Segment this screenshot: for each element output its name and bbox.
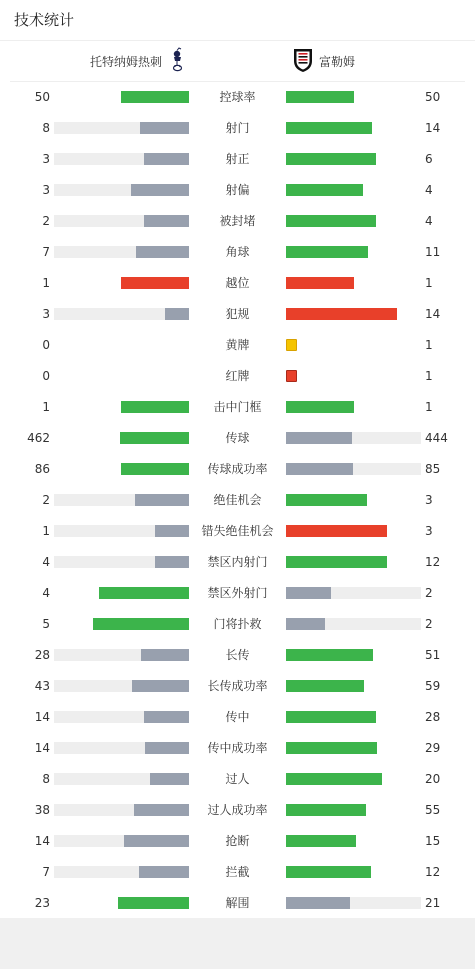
stat-row — [0, 678, 475, 694]
home-bar-fill — [155, 525, 189, 537]
stat-label: 角球 — [225, 245, 250, 259]
away-value: 1 — [425, 369, 433, 383]
away-bar-fill — [286, 91, 354, 103]
away-bar-fill — [286, 680, 364, 692]
stat-row — [0, 740, 475, 756]
away-bar-fill — [286, 742, 377, 754]
stat-row — [0, 802, 475, 818]
away-value: 55 — [425, 803, 441, 817]
away-bar-fill — [286, 246, 368, 258]
stat-row — [0, 275, 475, 291]
away-value: 29 — [425, 741, 441, 755]
home-bar-track — [54, 556, 189, 568]
stat-row — [0, 616, 475, 632]
home-bar-track — [54, 618, 189, 630]
away-bar-fill — [286, 897, 350, 909]
stat-row — [0, 554, 475, 570]
stat-row — [0, 89, 475, 105]
stat-row — [0, 833, 475, 849]
stat-row — [0, 151, 475, 167]
away-bar-track — [286, 494, 421, 506]
away-bar-track — [286, 401, 421, 413]
home-value: 50 — [34, 90, 50, 104]
home-bar-track — [54, 277, 189, 289]
stat-label: 解围 — [225, 896, 250, 910]
away-bar-track — [286, 711, 421, 723]
stat-row — [0, 492, 475, 508]
away-bar-track — [286, 649, 421, 661]
home-bar-track — [54, 649, 189, 661]
home-value: 1 — [42, 400, 50, 414]
away-team[interactable] — [293, 47, 355, 75]
stat-label: 传球 — [225, 431, 250, 445]
away-bar-fill — [286, 494, 367, 506]
away-bar-fill — [286, 153, 376, 165]
stat-row — [0, 306, 475, 322]
home-team[interactable] — [90, 47, 185, 75]
away-bar-fill — [286, 835, 356, 847]
stat-label: 禁区外射门 — [207, 586, 268, 600]
away-bar-fill — [286, 122, 372, 134]
away-bar-track — [286, 866, 421, 878]
stat-label: 控球率 — [219, 90, 256, 104]
away-bar-fill — [286, 184, 363, 196]
stat-row — [0, 461, 475, 477]
home-bar-track — [54, 866, 189, 878]
home-value: 0 — [42, 369, 50, 383]
fulham-crest-icon — [293, 47, 313, 76]
stat-label: 过人 — [225, 772, 250, 786]
stat-row — [0, 244, 475, 260]
home-value: 4 — [42, 586, 50, 600]
home-bar-track — [54, 463, 189, 475]
home-bar-fill — [121, 401, 189, 413]
home-value: 14 — [34, 710, 50, 724]
away-bar-fill — [286, 432, 352, 444]
stat-label: 错失绝佳机会 — [201, 524, 274, 538]
stat-label: 被封堵 — [219, 214, 256, 228]
home-bar-fill — [155, 556, 189, 568]
stat-row — [0, 120, 475, 136]
home-bar-track — [54, 711, 189, 723]
stat-label: 黄牌 — [225, 338, 250, 352]
away-value: 6 — [425, 152, 433, 166]
stat-label: 红牌 — [225, 369, 250, 383]
away-value: 1 — [425, 400, 433, 414]
stat-row — [0, 895, 475, 911]
away-value: 59 — [425, 679, 441, 693]
home-team-name: 托特纳姆热刺 — [90, 54, 163, 69]
stat-label: 门将扑救 — [213, 617, 262, 631]
home-bar-fill — [124, 835, 189, 847]
away-value: 4 — [425, 183, 433, 197]
home-value: 2 — [42, 493, 50, 507]
away-value: 3 — [425, 493, 433, 507]
home-value: 86 — [34, 462, 50, 476]
away-bar-track — [286, 215, 421, 227]
home-value: 8 — [42, 772, 50, 786]
home-bar-fill — [93, 618, 189, 630]
stat-row — [0, 771, 475, 787]
stat-row — [0, 523, 475, 539]
home-bar-fill — [121, 277, 189, 289]
away-value: 21 — [425, 896, 441, 910]
away-value: 12 — [425, 865, 441, 879]
stat-row — [0, 213, 475, 229]
stat-label: 绝佳机会 — [213, 493, 262, 507]
home-bar-fill — [99, 587, 189, 599]
away-bar-fill — [286, 587, 331, 599]
home-bar-track — [54, 401, 189, 413]
stat-label: 拦截 — [225, 865, 250, 879]
away-value: 20 — [425, 772, 441, 786]
home-value: 4 — [42, 555, 50, 569]
stat-row — [0, 864, 475, 880]
away-bar-track — [286, 897, 421, 909]
stat-label: 射偏 — [225, 183, 250, 197]
stat-label: 过人成功率 — [207, 803, 268, 817]
away-value: 4 — [425, 214, 433, 228]
stat-label: 抢断 — [225, 834, 250, 848]
home-bar-track — [54, 587, 189, 599]
away-bar-track — [286, 680, 421, 692]
stat-label: 长传 — [225, 648, 250, 662]
away-value: 444 — [425, 431, 448, 445]
away-bar-track — [286, 587, 421, 599]
away-bar-track — [286, 773, 421, 785]
home-bar-track — [54, 122, 189, 134]
home-bar-track — [54, 432, 189, 444]
home-bar-fill — [139, 866, 189, 878]
stat-label: 传中成功率 — [207, 741, 268, 755]
home-bar-track — [54, 494, 189, 506]
away-bar-track — [286, 804, 421, 816]
home-bar-track — [54, 897, 189, 909]
away-bar-fill — [286, 773, 382, 785]
home-value: 28 — [34, 648, 50, 662]
home-bar-track — [54, 804, 189, 816]
tottenham-crest-icon — [171, 46, 185, 77]
away-value: 51 — [425, 648, 441, 662]
away-value: 1 — [425, 338, 433, 352]
stat-label: 禁区内射门 — [207, 555, 268, 569]
home-bar-fill — [150, 773, 189, 785]
yellow-card-icon — [286, 339, 297, 351]
away-bar-fill — [286, 401, 354, 413]
section-title: 技术统计 — [14, 11, 75, 29]
home-value: 3 — [42, 152, 50, 166]
home-bar-track — [54, 773, 189, 785]
away-team-name: 富勒姆 — [319, 54, 356, 69]
home-bar-fill — [132, 680, 189, 692]
away-bar-track — [286, 308, 421, 320]
away-value: 15 — [425, 834, 441, 848]
home-value: 23 — [34, 896, 50, 910]
home-value: 7 — [42, 865, 50, 879]
away-value: 85 — [425, 462, 441, 476]
home-value: 8 — [42, 121, 50, 135]
home-value: 0 — [42, 338, 50, 352]
stat-label: 射正 — [225, 152, 250, 166]
stat-label: 犯规 — [225, 307, 250, 321]
away-bar-track — [286, 122, 421, 134]
home-value: 43 — [34, 679, 50, 693]
home-bar-track — [54, 184, 189, 196]
teams-divider — [10, 81, 465, 82]
stat-row — [0, 399, 475, 415]
stat-label: 传球成功率 — [207, 462, 268, 476]
away-bar-fill — [286, 556, 387, 568]
away-bar-track — [286, 525, 421, 537]
away-bar-fill — [286, 618, 325, 630]
home-bar-fill — [131, 184, 189, 196]
stat-row — [0, 647, 475, 663]
stat-label: 长传成功率 — [207, 679, 268, 693]
away-bar-track — [286, 246, 421, 258]
home-bar-fill — [140, 122, 189, 134]
home-bar-fill — [121, 91, 189, 103]
away-bar-track — [286, 618, 421, 630]
stat-label: 射门 — [225, 121, 250, 135]
title-divider — [0, 40, 475, 41]
away-bar-fill — [286, 711, 376, 723]
away-value: 28 — [425, 710, 441, 724]
home-value: 3 — [42, 307, 50, 321]
home-bar-fill — [136, 246, 189, 258]
home-bar-track — [54, 153, 189, 165]
away-bar-track — [286, 432, 421, 444]
away-value: 11 — [425, 245, 441, 259]
away-value: 50 — [425, 90, 441, 104]
home-bar-fill — [120, 432, 189, 444]
away-value: 12 — [425, 555, 441, 569]
away-bar-track — [286, 463, 421, 475]
away-bar-track — [286, 184, 421, 196]
home-bar-track — [54, 742, 189, 754]
home-bar-track — [54, 246, 189, 258]
home-bar-fill — [134, 804, 189, 816]
stat-row — [0, 182, 475, 198]
home-value: 7 — [42, 245, 50, 259]
home-bar-track — [54, 308, 189, 320]
stat-label: 击中门框 — [213, 400, 262, 414]
red-card-icon — [286, 370, 297, 382]
home-bar-track — [54, 215, 189, 227]
home-bar-fill — [144, 215, 189, 227]
away-bar-fill — [286, 649, 373, 661]
stat-row — [0, 709, 475, 725]
away-bar-track — [286, 835, 421, 847]
away-value: 2 — [425, 617, 433, 631]
home-bar-track — [54, 835, 189, 847]
stat-label: 传中 — [225, 710, 250, 724]
home-value: 14 — [34, 834, 50, 848]
home-bar-fill — [165, 308, 189, 320]
home-bar-track — [54, 91, 189, 103]
home-value: 1 — [42, 524, 50, 538]
away-bar-fill — [286, 277, 354, 289]
home-bar-fill — [121, 463, 189, 475]
away-bar-track — [286, 153, 421, 165]
away-bar-track — [286, 556, 421, 568]
stat-row — [0, 430, 475, 446]
home-bar-fill — [135, 494, 189, 506]
stat-label: 越位 — [225, 276, 250, 290]
away-bar-track — [286, 277, 421, 289]
stat-row — [0, 337, 475, 353]
home-value: 1 — [42, 276, 50, 290]
stat-row — [0, 585, 475, 601]
home-value: 3 — [42, 183, 50, 197]
stat-row — [0, 368, 475, 384]
away-value: 1 — [425, 276, 433, 290]
away-bar-track — [286, 91, 421, 103]
home-value: 5 — [42, 617, 50, 631]
away-value: 14 — [425, 121, 441, 135]
home-value: 462 — [27, 431, 50, 445]
away-bar-fill — [286, 804, 366, 816]
home-bar-fill — [118, 897, 189, 909]
away-bar-fill — [286, 866, 371, 878]
home-bar-track — [54, 680, 189, 692]
home-bar-fill — [141, 649, 189, 661]
away-value: 3 — [425, 524, 433, 538]
home-bar-track — [54, 525, 189, 537]
home-value: 38 — [34, 803, 50, 817]
away-bar-fill — [286, 525, 387, 537]
away-bar-fill — [286, 308, 397, 320]
away-bar-fill — [286, 215, 376, 227]
away-bar-track — [286, 742, 421, 754]
home-bar-fill — [144, 153, 189, 165]
away-bar-fill — [286, 463, 353, 475]
home-bar-fill — [145, 742, 189, 754]
home-value: 14 — [34, 741, 50, 755]
away-value: 2 — [425, 586, 433, 600]
home-value: 2 — [42, 214, 50, 228]
away-value: 14 — [425, 307, 441, 321]
home-bar-fill — [144, 711, 189, 723]
